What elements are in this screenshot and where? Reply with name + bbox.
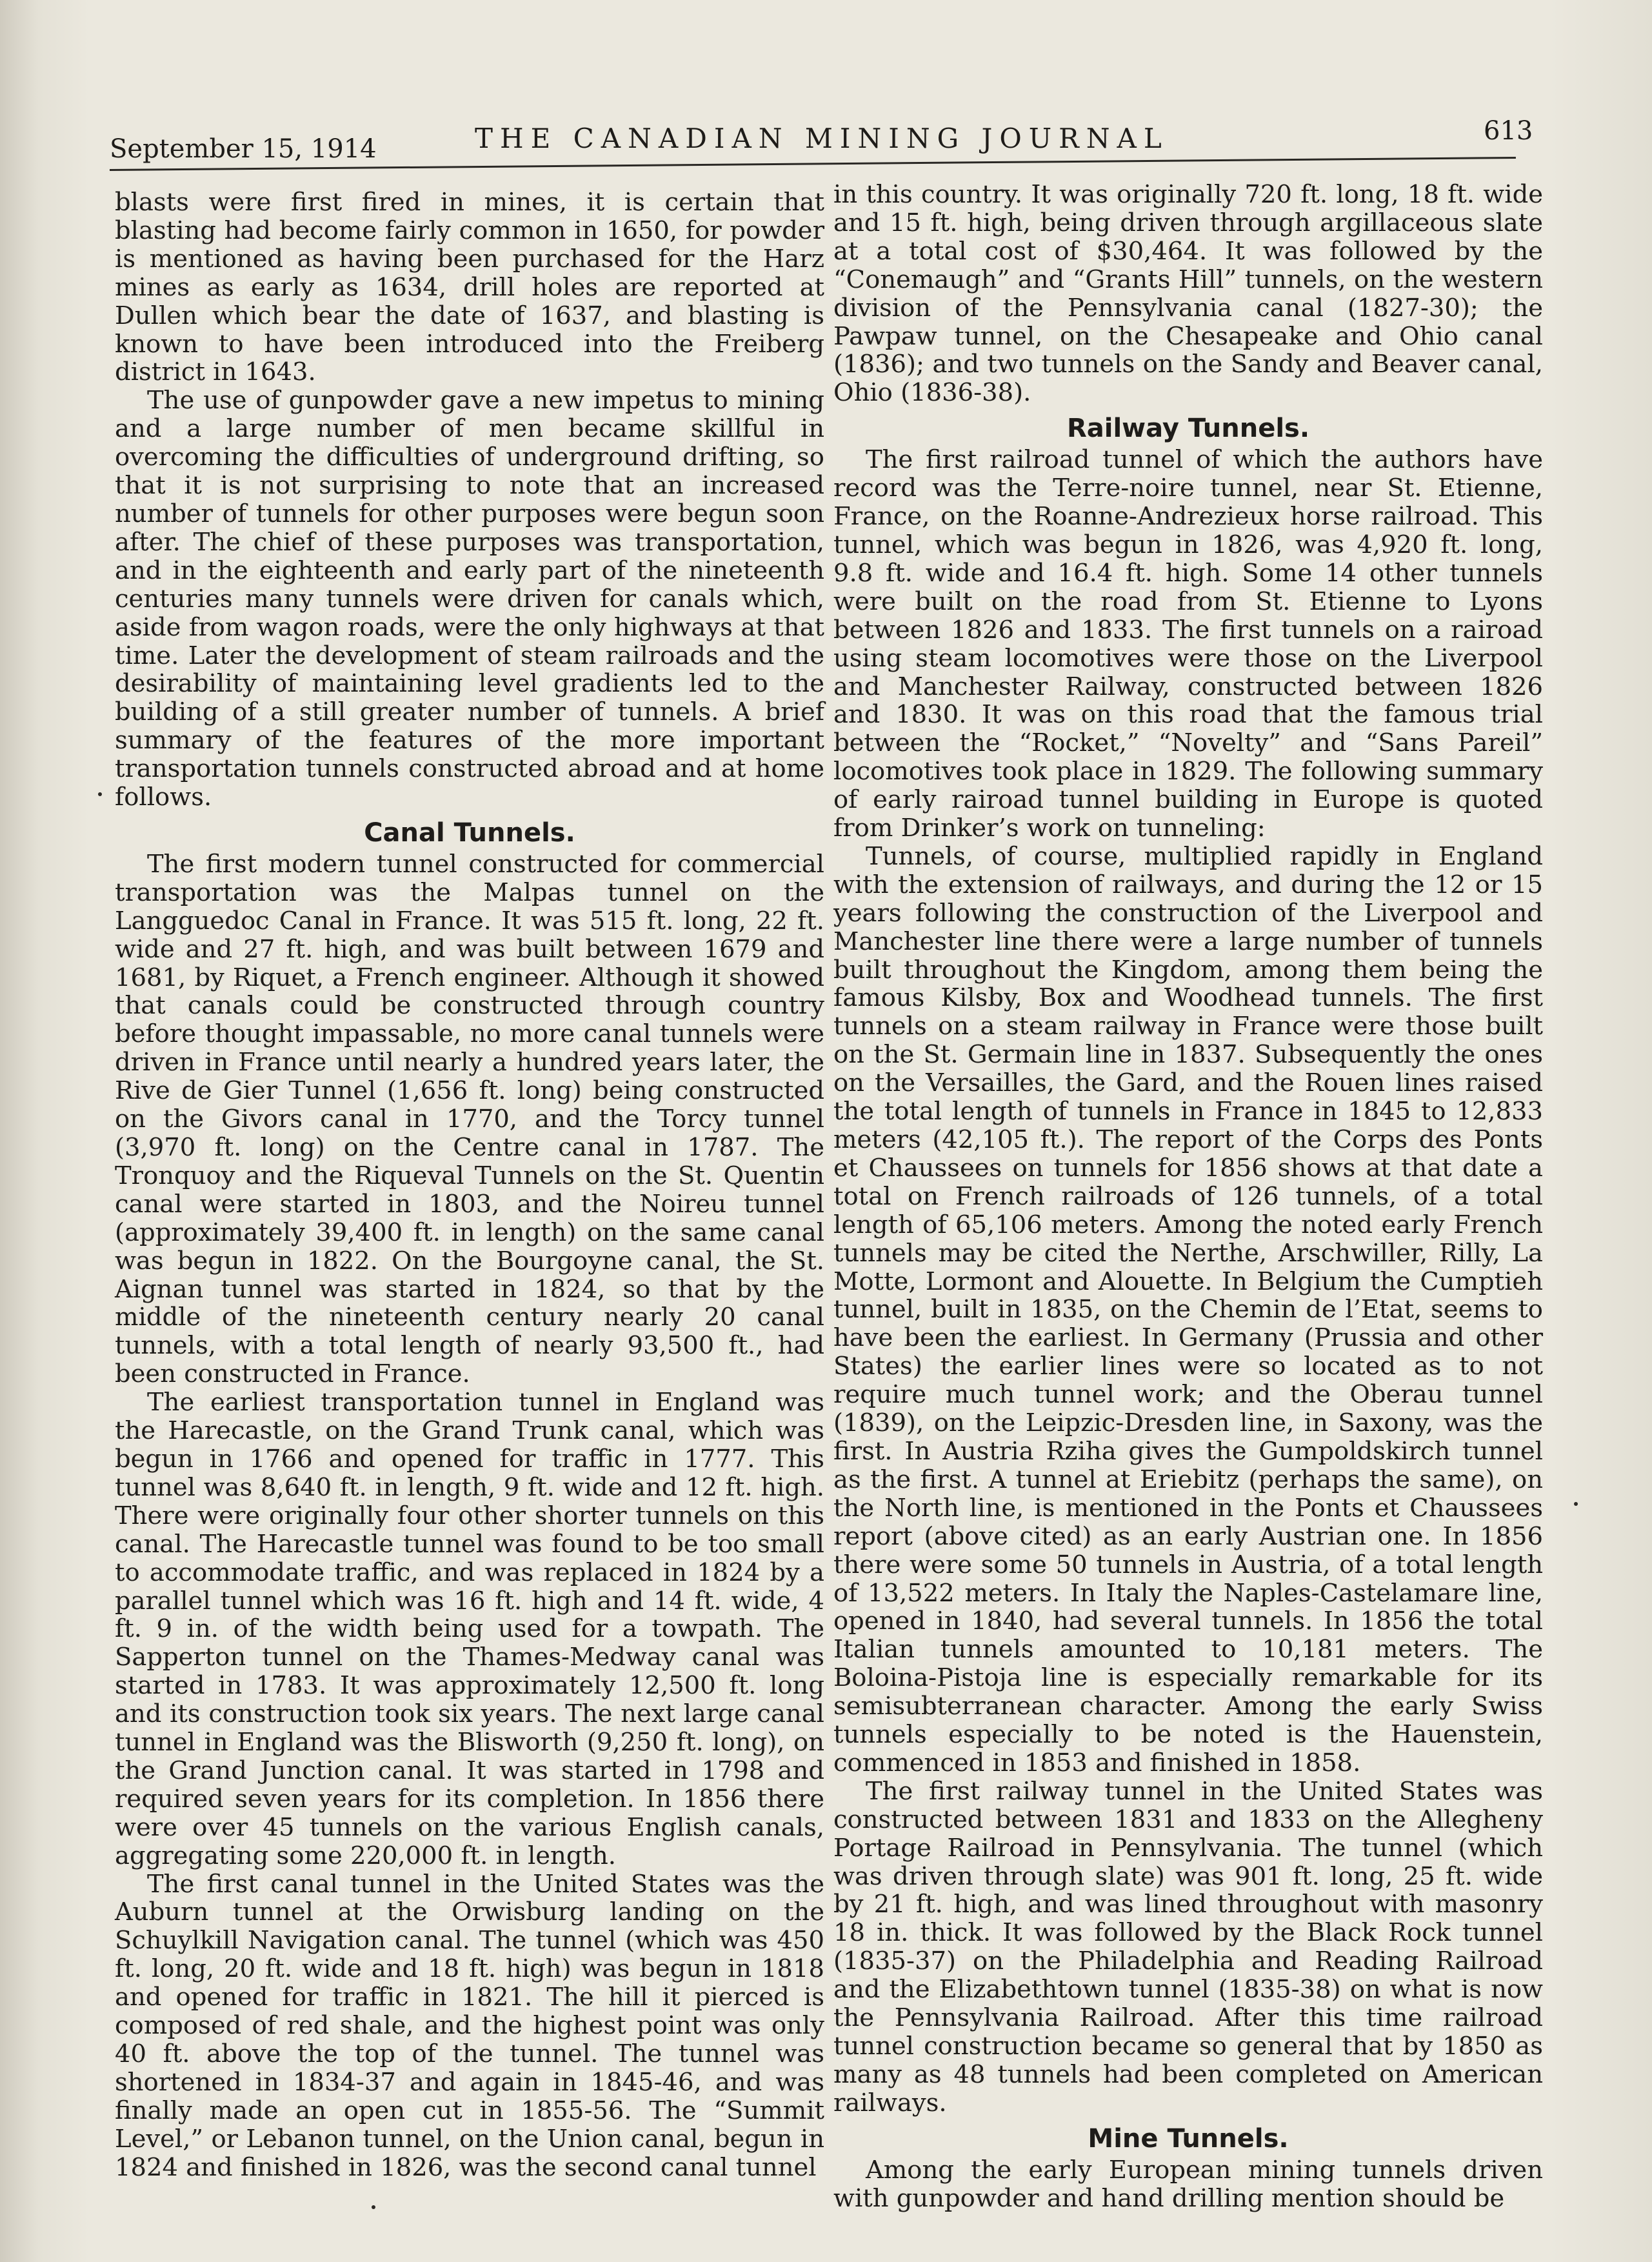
section-heading-railway-tunnels: Railway Tunnels. xyxy=(1066,414,1310,444)
page-header xyxy=(110,116,1533,174)
page-number: 613 xyxy=(1484,116,1533,146)
paragraph: Tunnels, of course, multiplied rapidly in England with the extension of railways, and during the 12 or 15 years following the construction of the Liverpool and Manchester line there were a large number of tunnels built throughout the Kingdom, among them being the famous Kilsby, Box and Woodhead tunnels. The first tunnels on a steam railway in France were those built on the St. Germain line in 1837. Subsequently the ones on the Versailles, the Gard, and the Rouen lines raised the total length of tunnels in France in 1845 to 12,833 meters (42,105 ft.). The report of the Corps des Ponts et Chaussees on tunnels for 1856 shows at that date a total on French railroads of 126 tunnels, of a total length of 65,106 meters. Among the noted early French tunnels may be cited the Nerthe, Arschwiller, Rilly, La Motte, Lormont and Alouette. In Belgium the Cumptieh tunnel, built in 1835, on the Chemin de l’Etat, seems to have been the earliest. In Germany (Prussia and other States) the earlier lines were so located as to not require much tunnel work; and the Oberau tunnel (1839), on the Leipzic-Dresden line, in Saxony, was the first. In Austria Rziha gives the Gumpoldskirch tunnel as the first. A tunnel at Eriebitz (perhaps the same), on the North line, is mentioned in the Ponts et Chaussees report (above cited) as an early Austrian one. In 1856 there were some 50 tunnels in Austria, of a total length of 13,522 meters. In Italy the Naples-Castelamare line, opened in 1840, had several tunnels. In 1856 the total Italian tunnels amounted to 10,181 meters. The Boloina-Pistoja line is especially remarkable for its semisubterranean character. Among the early Swiss tunnels especially to be noted is the Hauenstein, commenced in 1853 and finished in 1858. xyxy=(833,841,1543,1777)
paragraph: The first railway tunnel in the United States was constructed between 1831 and 1833 on the Allegheny Portage Railroad in Pennsylvania. The tunnel (which was driven through slate) was 901 ft. long, 25 ft. wide by 21 ft. high, and was lined throughout with masonry 18 in. thick. It was followed by the Black Rock tunnel (1835-37) on the Philadelphia and Reading Railroad and the Elizabethtown tunnel (1835-38) on what is now the Pennsylvania Railroad. After this time railroad tunnel construction became so general that by 1850 as many as 48 tunnels had been completed on American railways. xyxy=(833,1776,1543,2117)
paragraph: The first railroad tunnel of which the authors have record was the Terre-noire tunnel, near St. Etienne, France, on the Roanne-Andrezieux horse railroad. This tunnel, which was begun in 1826, was 4,920 ft. long, 9.8 ft. wide and 16.4 ft. high. Some 14 other tunnels were built on the road from St. Etienne to Lyons between 1826 and 1833. The first tunnels on a rairoad using steam locomotives were those on the Liverpool and Manchester Railway, constructed between 1826 and 1830. It was on this road that the famous trial between the “Rocket,” “Novelty” and “Sans Pareil” locomotives took place in 1829. The following summary of early rairoad tunnel building in Europe is quoted from Drinker’s work on tunneling: xyxy=(833,445,1543,843)
right-column xyxy=(833,181,1543,2213)
paragraph: The first canal tunnel in the United States was the Auburn tunnel at the Orwisburg landing on the Schuylkill Navigation canal. The tunnel (which was 450 ft. long, 20 ft. wide and 18 ft. high) was begun in 1818 and opened for traffic in 1821. The hill it pierced is composed of red shale, and the highest point was only 40 ft. above the top of the tunnel. The tunnel was shortened in 1834-37 and again in 1845-46, and was finally made an open cut in 1855-56. The “Summit Level,” or Lebanon tunnel, on the Union canal, begun in 1824 and finished in 1826, was the second canal tunnel xyxy=(115,1869,824,2182)
print-speck xyxy=(372,2205,375,2209)
paragraph: The first modern tunnel constructed for commercial transportation was the Malpas tunnel on the Langguedoc Canal in France. It was 515 ft. long, 22 ft. wide and 27 ft. high, and was built between 1679 and 1681, by Riquet, a French engineer. Although it showed that canals could be constructed through country before thought impassable, no more canal tunnels were driven in France until nearly a hundred years later, the Rive de Gier Tunnel (1,656 ft. long) being constructed on the Givors canal in 1770, and the Torcy tunnel (3,970 ft. long) on the Centre canal in 1787. The Tronquoy and the Riqueval Tunnels on the St. Quentin canal were started in 1803, and the Noireu tunnel (approximately 39,400 ft. in length) on the same canal was begun in 1822. On the Bourgoyne canal, the St. Aignan tunnel was started in 1824, so that by the middle of the nineteenth century nearly 20 canal tunnels, with a total length of nearly 93,500 ft., had been constructed in France. xyxy=(115,849,824,1389)
print-speck xyxy=(1574,1502,1578,1506)
section-heading-mine-tunnels: Mine Tunnels. xyxy=(1088,2123,1289,2154)
section-heading-canal-tunnels: Canal Tunnels. xyxy=(364,817,575,848)
left-column xyxy=(115,188,824,2182)
paragraph: The earliest transportation tunnel in England was the Harecastle, on the Grand Trunk canal, which was begun in 1766 and opened for traffic in 1777. This tunnel was 8,640 ft. in length, 9 ft. wide and 12 ft. high. There were originally four other shorter tunnels on this canal. The Harecastle tunnel was found to be too small to accommodate traffic, and was replaced in 1824 by a parallel tunnel which was 16 ft. high and 14 ft. wide, 4 ft. 9 in. of the width being used for a towpath. The Sapperton tunnel on the Thames-Medway canal was started in 1783. It was approximately 12,500 ft. long and its construction took six years. The next large canal tunnel in England was the Blisworth (9,250 ft. long), on the Grand Junction canal. It was started in 1798 and required seven years for its completion. In 1856 there were over 45 tunnels on the various English canals, aggregating some 220,000 ft. in length. xyxy=(115,1388,824,1870)
print-speck xyxy=(98,792,102,796)
journal-title: THE CANADIAN MINING JOURNAL xyxy=(475,123,1169,154)
paragraph: Among the early European mining tunnels driven with gunpowder and hand drilling mention should be xyxy=(833,2155,1543,2213)
issue-date: September 15, 1914 xyxy=(110,134,377,164)
paragraph: The use of gunpowder gave a new impetus to mining and a large number of men became skillful in overcoming the difficulties of underground drifting, so that it is not surprising to note that an increased number of tunnels for other purposes were begun soon after. The chief of these purposes was transportation, and in the eighteenth and early part of the nineteenth centuries many tunnels were driven for canals which, aside from wagon roads, were the only highways at that time. Later the development of steam railroads and the desirability of maintaining level gradients led to the building of a still greater number of tunnels. A brief summary of the features of the more important transportation tunnels constructed abroad and at home follows. xyxy=(115,386,824,812)
paragraph: blasts were first fired in mines, it is certain that blasting had become fairly common in 1650, for powder is mentioned as having been purchased for the Harz mines as early as 1634, drill holes are reported at Dullen which bear the date of 1637, and blasting is known to have been introduced into the Freiberg district in 1643. xyxy=(115,188,824,387)
paragraph: in this country. It was originally 720 ft. long, 18 ft. wide and 15 ft. high, being driven through argillaceous slate at a total cost of $30,464. It was followed by the “Conemaugh” and “Grants Hill” tunnels, on the western division of the Pennsylvania canal (1827-30); the Pawpaw tunnel, on the Chesapeake and Ohio canal (1836); and two tunnels on the Sandy and Beaver canal, Ohio (1836-38). xyxy=(833,180,1543,408)
